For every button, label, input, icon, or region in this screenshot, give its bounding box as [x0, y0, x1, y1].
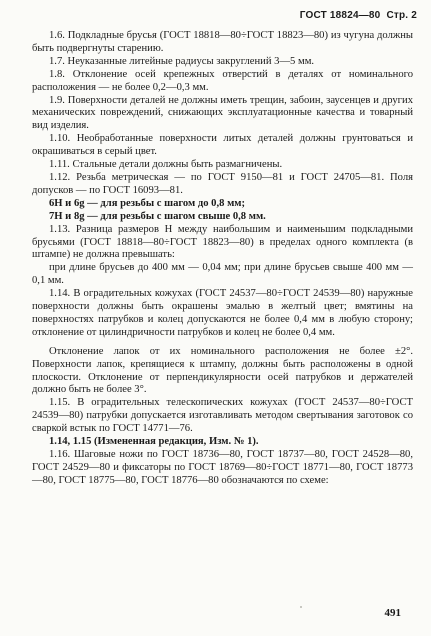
paragraph-1-13-lengths: при длине брусьев до 400 мм — 0,04 мм; при длине брусьев свыше 400 мм — 0,1 мм.: [32, 262, 413, 287]
paragraph-1-9: 1.9. Поверхности деталей не должны иметь трещин, забоин, заусенцев и других механических повреждений, снижающих эксплуатационные качества и товарный вид изделия.: [32, 94, 413, 132]
paragraph-1-16: 1.16. Шаговые ножи по ГОСТ 18736—80, ГОСТ 18737—80, ГОСТ 24528—80, ГОСТ 24529—80 и фиксаторы по ГОСТ 18769—80÷ГОСТ 18771—80, ГОСТ 18773—80, ГОСТ 18775—80, ГОСТ 18776—80 обозначаются по схеме:: [32, 449, 413, 486]
paragraph-1-10: 1.10. Необработанные поверхности литых деталей должны грунтоваться и окрашиваться в серый цвет.: [32, 133, 413, 158]
paragraph-1-6: 1.6. Подкладные брусья (ГОСТ 18818—80÷ГОСТ 18823—80) из чугуна должны быть подвергнуты старению.: [32, 30, 413, 54]
document-body: [32, 30, 413, 488]
paragraph-1-13: 1.13. Разница размеров H между наибольшим и наименьшим подкладными брусьями (ГОСТ 18818—80÷ГОСТ 18823—80) в пределах одного комплекта (в штампе) не должна превышать:: [32, 223, 413, 261]
paragraph-1-15: 1.15. В оградительных телескопических кожухах (ГОСТ 24537—80÷ГОСТ 24539—80) патрубки допускается изготавливать методом свертывания заготовок со сваркой встык по ГОСТ 14771—76.: [32, 397, 413, 435]
paragraph-1-11: 1.11. Стальные детали должны быть размагничены.: [49, 159, 283, 171]
thread-tolerance-7h-8g: 7H и 8g — для резьбы с шагом свыше 0,8 мм.: [49, 210, 266, 222]
paragraph-1-12: 1.12. Резьба метрическая — по ГОСТ 9150—81 и ГОСТ 24705—81. Поля допусков — по ГОСТ 16093—81.: [32, 171, 413, 196]
paragraph-1-14: 1.14. В оградительных кожухах (ГОСТ 24537—80÷ГОСТ 24539—80) наружные поверхности должны быть окрашены эмалью в желтый цвет; вмятины на поверхностях патрубков и колец допускаются не более 0,4 мм в любую сторону; отклонение от цилиндричности патрубков и колец не более 0,4 мм.: [32, 288, 413, 338]
paragraph-1-7: 1.7. Неуказанные литейные радиусы закруглений 3—5 мм.: [49, 55, 315, 67]
amendment-note: 1.14, 1.15 (Измененная редакция, Изм. № 1).: [49, 436, 259, 448]
paragraph-1-14-legs: Отклонение лапок от их номинального расположения не более ±2°. Поверхности лапок, крепящиеся к штампу, должны быть расположены в одной плоскости. Отклонение от перпендикулярности осей патрубков и держателей должно быть не более 3°.: [32, 345, 413, 396]
scan-speck: [300, 606, 302, 608]
page-number: 491: [384, 607, 401, 619]
page-label: Стр. 2: [386, 10, 417, 21]
page-header: [300, 10, 417, 23]
paragraph-1-8: 1.8. Отклонение осей крепежных отверстий в деталях от номинального расположения — не более 0,2—0,3 мм.: [32, 68, 413, 93]
standard-number: ГОСТ 18824—80: [299, 10, 381, 21]
thread-tolerance-6h-6g: 6H и 6g — для резьбы с шагом до 0,8 мм;: [49, 197, 246, 209]
